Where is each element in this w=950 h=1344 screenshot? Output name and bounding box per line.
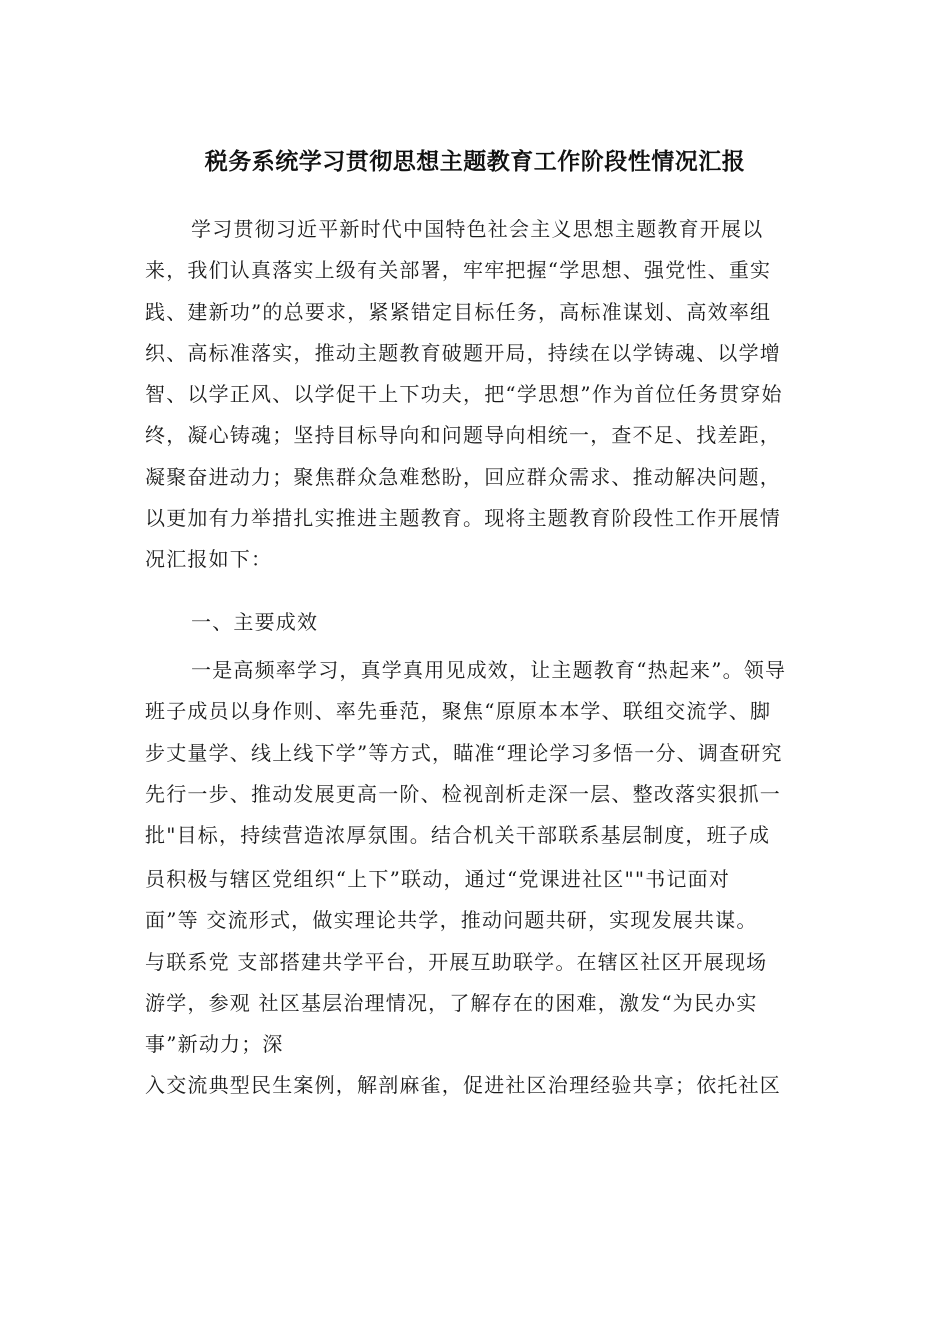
text-line: 游学，参观 社区基层治理情况，了解存在的困难，激发“为民办实 bbox=[145, 990, 758, 1015]
text-line: 面”等 交流形式，做实理论共学，推动问题共研，实现发展共谋。 bbox=[145, 908, 758, 933]
text-line: 以更加有力举措扎实推进主题教育。现将主题教育阶段性工作开展情 bbox=[145, 506, 781, 531]
document-title: 税务系统学习贯彻思想主题教育工作阶段性情况汇报 bbox=[204, 149, 746, 175]
text-line: 员积极与辖区党组织“上下”联动，通过“党课进社区""书记面对 bbox=[145, 867, 731, 891]
achievements-paragraph bbox=[145, 650, 825, 856]
text-line: 织、高标准落实，推动主题教育破题开局，持续在以学铸魂、以学增 bbox=[145, 340, 781, 365]
text-line: 一是高频率学习，真学真用见成效，让主题教育“热起来”。领导 bbox=[191, 658, 787, 682]
text-line: 步丈量学、线上线下学”等方式，瞄准“理论学习多悟一分、调查研究 bbox=[145, 740, 783, 765]
text-line: 批"目标，持续营造浓厚氛围。结合机关干部联系基层制度，班子成 bbox=[145, 823, 771, 848]
achievements-paragraph-continued bbox=[145, 859, 825, 1107]
intro-paragraph bbox=[145, 209, 825, 581]
text-line: 班子成员以身作则、率先垂范，聚焦“原原本本学、联组交流学、脚 bbox=[145, 699, 772, 724]
text-line: 凝聚奋进动力；聚焦群众急难愁盼，回应群众需求、推动解决问题， bbox=[145, 464, 781, 489]
section-heading-text: 一、主要成效 bbox=[191, 610, 319, 634]
text-line: 来，我们认真落实上级有关部署，牢牢把握“学思想、强党性、重实 bbox=[145, 258, 772, 283]
text-line: 先行一步、推动发展更高一阶、检视剖析走深一层、整改落实狠抓一 bbox=[145, 781, 781, 806]
text-line: 与联系党 支部搭建共学平台，开展互助联学。在辖区社区开展现场 bbox=[145, 949, 768, 974]
text-line: 终，凝心铸魂；坚持目标导向和问题导向相统一，查不足、找差距， bbox=[145, 423, 781, 448]
text-line: 智、以学正风、以学促干上下功夫，把“学思想”作为首位任务贯穿始 bbox=[145, 382, 783, 407]
text-line: 事”新动力；深 bbox=[145, 1032, 284, 1057]
text-line: 践、建新功”的总要求，紧紧错定目标任务，高标准谋划、高效率组 bbox=[145, 299, 772, 324]
text-line: 学习贯彻习近平新时代中国特色社会主义思想主题教育开展以 bbox=[191, 217, 764, 241]
section-heading bbox=[145, 602, 825, 643]
text-line: 况汇报如下： bbox=[145, 547, 273, 572]
text-line: 入交流典型民生案例，解剖麻雀，促进社区治理经验共享；依托社区 bbox=[145, 1073, 781, 1098]
